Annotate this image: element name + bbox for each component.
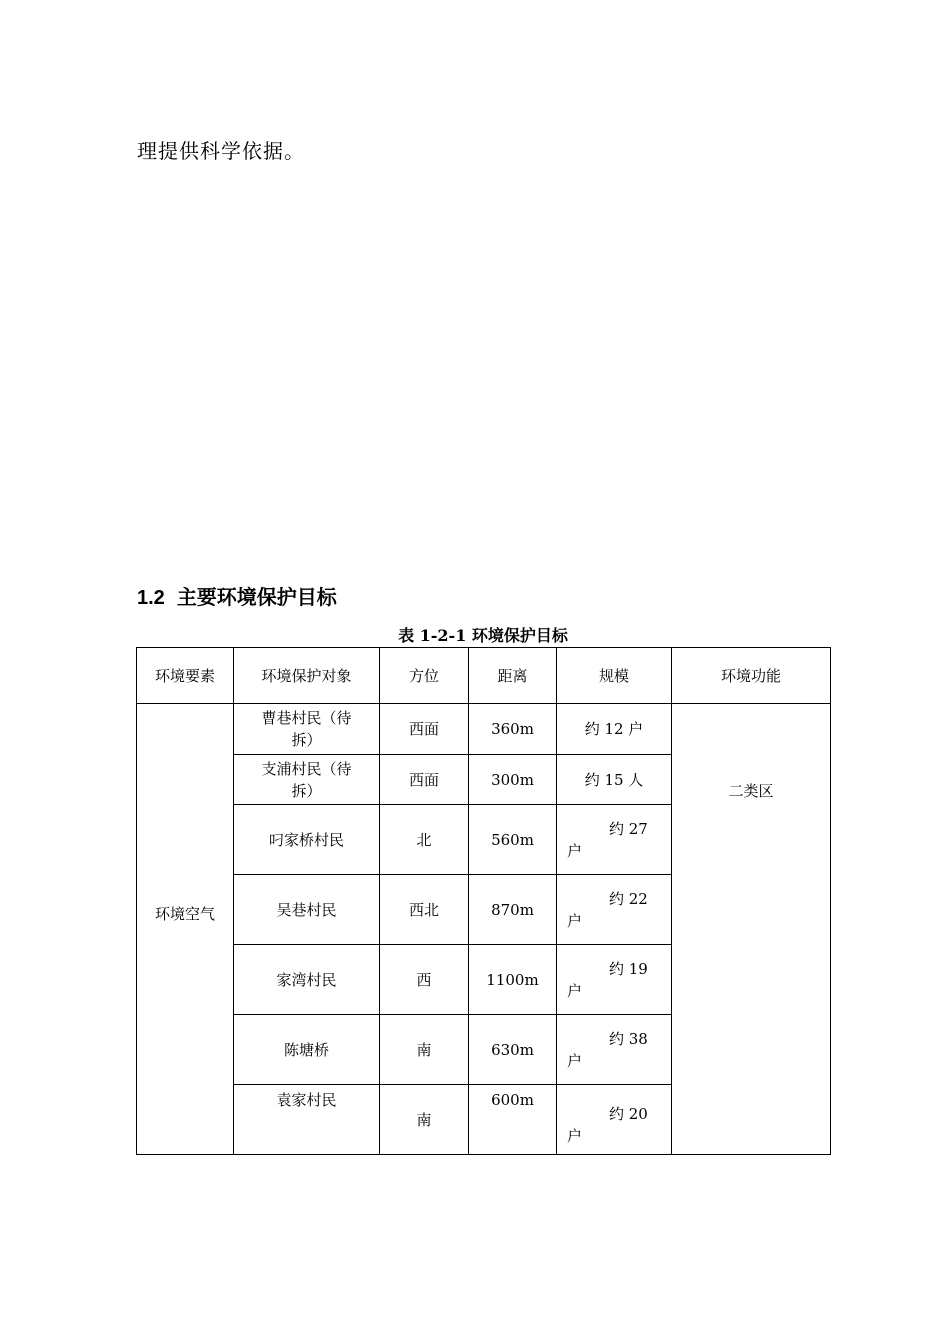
object-cell: 吴巷村民 — [234, 875, 380, 945]
scale-value: 约 27 — [609, 819, 648, 838]
scale-value: 约 38 — [609, 1029, 648, 1048]
scale-unit: 户 — [567, 911, 583, 930]
header-cell: 环境功能 — [672, 648, 831, 704]
protection-targets-table — [136, 647, 831, 1155]
body-paragraph: 理提供科学依据。 — [137, 139, 305, 163]
scale-cell: 约 15 人 — [557, 755, 672, 805]
section-number: 1.2 — [137, 587, 165, 609]
direction-cell: 西面 — [380, 755, 469, 805]
table-header-row — [137, 648, 831, 704]
section-heading — [137, 584, 337, 612]
direction-cell: 西北 — [380, 875, 469, 945]
scale-unit: 户 — [567, 1051, 583, 1070]
direction-cell: 西 — [380, 945, 469, 1015]
object-cell: 家湾村民 — [234, 945, 380, 1015]
scale-value: 约 20 — [609, 1104, 648, 1123]
scale-cell — [557, 805, 672, 875]
distance-cell: 560m — [469, 805, 557, 875]
scale-value: 约 19 — [609, 959, 648, 978]
object-cell: 袁家村民 — [234, 1085, 380, 1155]
table-caption: 表 1-2-1 环境保护目标 — [398, 626, 568, 645]
section-title: 主要环境保护目标 — [176, 587, 337, 609]
table-row — [137, 704, 831, 755]
distance-cell: 1100m — [469, 945, 557, 1015]
element-cell: 环境空气 — [137, 704, 234, 1155]
distance-cell: 870m — [469, 875, 557, 945]
scale-cell: 约 12 户 — [557, 704, 672, 755]
object-cell: 陈塘桥 — [234, 1015, 380, 1085]
header-cell: 环境要素 — [137, 648, 234, 704]
direction-cell: 南 — [380, 1015, 469, 1085]
scale-cell — [557, 1085, 672, 1155]
function-label: 二类区 — [728, 782, 774, 800]
header-cell: 距离 — [469, 648, 557, 704]
object-cell: 支浦村民（待拆） — [234, 755, 380, 805]
distance-cell: 360m — [469, 704, 557, 755]
distance-cell: 630m — [469, 1015, 557, 1085]
object-cell: 叼家桥村民 — [234, 805, 380, 875]
scale-unit: 户 — [567, 981, 583, 1000]
scale-unit: 户 — [567, 1126, 583, 1145]
object-cell: 曹巷村民（待拆） — [234, 704, 380, 755]
header-cell: 方位 — [380, 648, 469, 704]
distance-cell: 300m — [469, 755, 557, 805]
scale-unit: 户 — [567, 841, 583, 860]
scale-cell — [557, 1015, 672, 1085]
distance-cell: 600m — [469, 1085, 557, 1155]
direction-cell: 南 — [380, 1085, 469, 1155]
scale-cell — [557, 945, 672, 1015]
scale-cell — [557, 875, 672, 945]
direction-cell: 西面 — [380, 704, 469, 755]
scale-value: 约 22 — [609, 889, 648, 908]
direction-cell: 北 — [380, 805, 469, 875]
function-cell — [672, 704, 831, 1155]
header-cell: 规模 — [557, 648, 672, 704]
header-cell: 环境保护对象 — [234, 648, 380, 704]
